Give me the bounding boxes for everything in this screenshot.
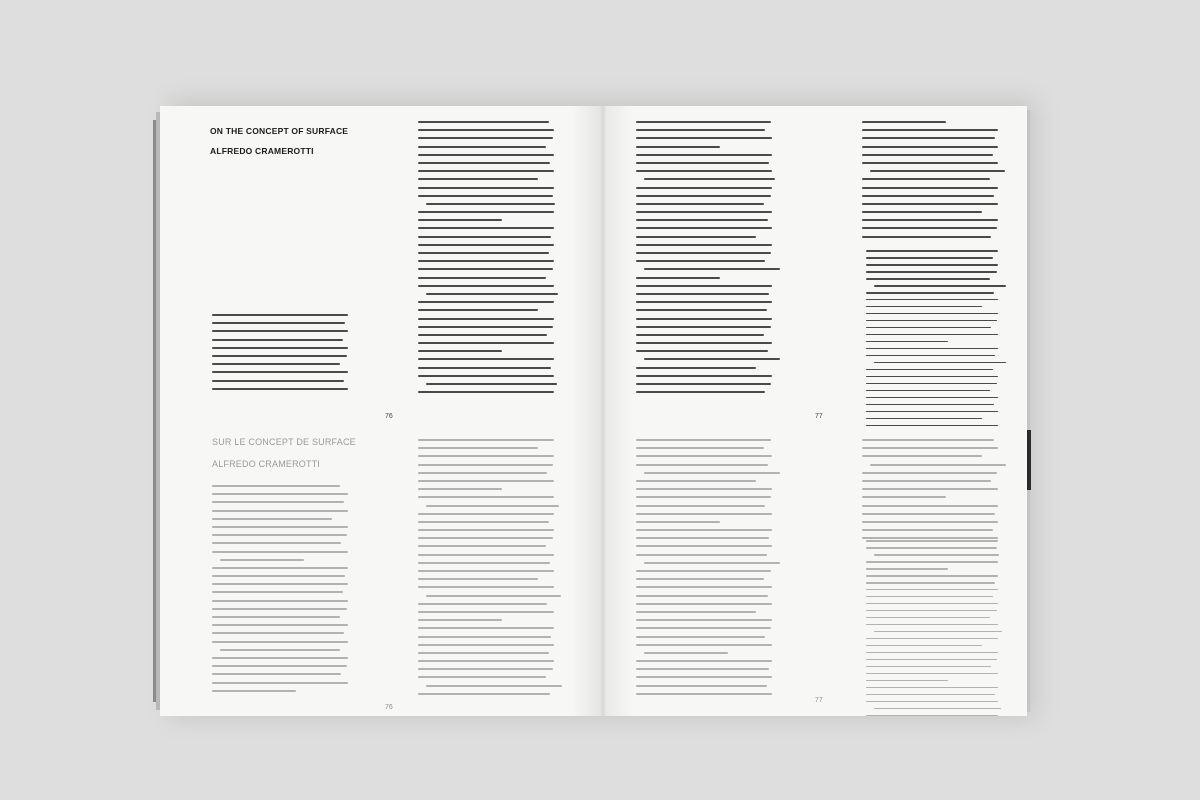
text-line [866, 589, 998, 591]
text-line [418, 652, 549, 654]
text-line [418, 326, 553, 328]
text-line [212, 583, 348, 585]
text-line [418, 480, 554, 482]
text-line [862, 195, 994, 197]
text-line [644, 358, 780, 360]
text-line [212, 542, 341, 544]
text-line [212, 551, 348, 553]
text-line [418, 301, 554, 303]
text-line [866, 673, 998, 675]
text-line [418, 537, 553, 539]
text-line [418, 252, 549, 254]
text-line [636, 309, 767, 311]
text-line [636, 554, 767, 556]
text-line [220, 559, 304, 561]
text-line [636, 496, 771, 498]
text-line [866, 341, 948, 343]
text-line [418, 455, 554, 457]
page-number-en-right: 77 [815, 413, 823, 420]
text-line [866, 547, 997, 549]
text-line [866, 540, 998, 542]
text-line [212, 330, 348, 332]
text-line [866, 306, 982, 308]
text-line [636, 277, 720, 279]
text-line [636, 211, 772, 213]
text-line [636, 537, 769, 539]
text-line [636, 334, 764, 336]
text-line [212, 322, 345, 324]
text-line [862, 496, 946, 498]
text-line [636, 367, 756, 369]
text-line [636, 260, 765, 262]
text-line [866, 383, 997, 385]
text-line [866, 624, 998, 626]
text-line [220, 649, 340, 651]
text-line [644, 652, 728, 654]
text-line [862, 455, 982, 457]
text-line [426, 595, 561, 597]
text-line [212, 493, 348, 495]
text-line [862, 146, 998, 148]
footnotes-fr [866, 540, 998, 722]
text-line [418, 447, 538, 449]
text-line [862, 227, 997, 229]
text-line [636, 195, 771, 197]
text-line [418, 146, 546, 148]
text-line [418, 170, 554, 172]
page-stack-edge [1027, 110, 1030, 712]
text-line [212, 314, 348, 316]
text-line [866, 715, 998, 717]
text-line [862, 513, 995, 515]
text-line [874, 362, 1006, 364]
text-line [418, 219, 502, 221]
text-line [866, 666, 991, 668]
text-line [636, 301, 772, 303]
text-line [418, 464, 553, 466]
text-line [636, 375, 772, 377]
text-line [212, 624, 348, 626]
text-line [212, 673, 341, 675]
text-line [636, 252, 771, 254]
text-line [866, 694, 995, 696]
text-line [212, 363, 340, 365]
text-line [866, 638, 998, 640]
text-line [636, 244, 772, 246]
text-line [212, 657, 348, 659]
text-line [418, 562, 550, 564]
text-line [644, 268, 780, 270]
text-line [636, 505, 765, 507]
text-line [866, 271, 997, 273]
text-line [418, 488, 502, 490]
text-line [862, 154, 993, 156]
text-line [636, 464, 768, 466]
page-number-fr: 76 [385, 704, 393, 711]
text-line [418, 129, 554, 131]
body-column-en-2 [418, 121, 554, 399]
text-line [862, 121, 946, 123]
text-line [212, 682, 348, 684]
text-line [212, 632, 344, 634]
text-line [636, 121, 771, 123]
text-line [418, 277, 546, 279]
text-line [866, 652, 998, 654]
text-line [212, 510, 348, 512]
text-line [418, 154, 554, 156]
text-line [636, 578, 764, 580]
text-line [636, 685, 767, 687]
text-line [212, 355, 347, 357]
text-line [866, 596, 993, 598]
text-line [418, 636, 551, 638]
text-line [418, 521, 549, 523]
text-line [866, 320, 997, 322]
text-line [866, 645, 982, 647]
text-line [866, 257, 993, 259]
text-line [212, 371, 348, 373]
text-line [418, 586, 554, 588]
text-line [212, 608, 347, 610]
text-line [418, 227, 554, 229]
body-column-fr-1 [212, 485, 348, 698]
text-line [418, 391, 554, 393]
text-line [636, 693, 772, 695]
text-line [636, 521, 720, 523]
text-line [418, 244, 554, 246]
text-line [212, 380, 344, 382]
text-line [212, 347, 348, 349]
text-line [636, 447, 764, 449]
text-line [418, 375, 554, 377]
text-line [636, 644, 772, 646]
text-line [866, 355, 995, 357]
text-line [866, 561, 998, 563]
text-line [866, 250, 998, 252]
text-line [212, 575, 345, 577]
text-line [874, 285, 1006, 287]
text-line [866, 610, 997, 612]
text-line [636, 676, 772, 678]
text-line [636, 570, 771, 572]
text-line [418, 513, 554, 515]
text-line [862, 219, 998, 221]
text-line [418, 358, 554, 360]
text-line [636, 146, 720, 148]
text-line [636, 162, 769, 164]
text-line [636, 137, 772, 139]
body-column-fr-2 [418, 439, 554, 701]
text-line [636, 660, 772, 662]
text-line [426, 293, 558, 295]
footnotes-en [866, 250, 998, 432]
text-line [418, 260, 554, 262]
text-line [418, 285, 554, 287]
text-line [636, 619, 772, 621]
text-line [212, 501, 344, 503]
text-line [862, 480, 991, 482]
text-line [212, 600, 348, 602]
text-line [636, 480, 756, 482]
text-line [418, 472, 547, 474]
text-line [212, 526, 348, 528]
text-line [418, 367, 551, 369]
text-line [866, 582, 995, 584]
text-line [866, 575, 998, 577]
text-line [418, 121, 549, 123]
text-line [212, 616, 340, 618]
text-line [862, 203, 998, 205]
text-line [874, 708, 1001, 710]
text-line [636, 636, 765, 638]
text-line [862, 439, 994, 441]
text-line [418, 496, 554, 498]
text-line [862, 521, 998, 523]
text-line [866, 687, 998, 689]
section-tab [1027, 430, 1031, 490]
text-line [644, 562, 780, 564]
text-line [418, 178, 538, 180]
text-line [418, 627, 554, 629]
text-line [636, 170, 772, 172]
text-line [636, 595, 768, 597]
text-line [866, 348, 998, 350]
text-line [212, 665, 347, 667]
body-column-en-3 [636, 121, 772, 399]
text-line [418, 554, 554, 556]
text-line [418, 545, 546, 547]
text-line [870, 464, 1006, 466]
text-line [866, 334, 998, 336]
text-line [636, 285, 772, 287]
text-line [866, 397, 998, 399]
text-line [636, 227, 772, 229]
text-line [636, 350, 768, 352]
text-line [866, 418, 982, 420]
author-name-fr: ALFREDO CRAMEROTTI [212, 459, 321, 469]
text-line [866, 390, 990, 392]
text-line [874, 554, 999, 556]
text-line [636, 318, 772, 320]
text-line [636, 342, 772, 344]
text-line [418, 660, 554, 662]
text-line [636, 391, 765, 393]
text-line [636, 219, 768, 221]
text-line [418, 644, 554, 646]
text-line [636, 154, 772, 156]
text-line [212, 518, 332, 520]
author-name-en: ALFREDO CRAMEROTTI [210, 146, 314, 156]
text-line [862, 137, 995, 139]
text-line [426, 505, 559, 507]
text-line [418, 611, 554, 613]
text-line [212, 534, 347, 536]
text-line [418, 137, 553, 139]
text-line [866, 411, 998, 413]
text-line [418, 318, 554, 320]
text-line [866, 299, 998, 301]
text-line [636, 236, 756, 238]
text-line [418, 676, 546, 678]
text-line [866, 617, 990, 619]
text-line [418, 619, 502, 621]
text-line [862, 529, 993, 531]
text-line [636, 603, 772, 605]
text-line [862, 236, 991, 238]
text-line [862, 211, 982, 213]
text-line [866, 568, 948, 570]
text-line [636, 586, 772, 588]
text-line [418, 195, 553, 197]
text-line [212, 591, 343, 593]
text-line [418, 268, 553, 270]
text-line [866, 327, 991, 329]
text-line [862, 187, 998, 189]
text-line [418, 309, 538, 311]
text-line [866, 701, 998, 703]
text-line [866, 603, 998, 605]
text-line [862, 488, 998, 490]
body-column-en-4 [862, 121, 998, 244]
text-line [212, 388, 348, 390]
text-line [418, 439, 554, 441]
text-line [636, 326, 771, 328]
text-line [212, 567, 348, 569]
text-line [866, 292, 994, 294]
text-line [866, 376, 998, 378]
text-line [644, 472, 780, 474]
text-line [418, 211, 554, 213]
text-line [636, 668, 769, 670]
text-line [866, 278, 990, 280]
text-line [636, 293, 769, 295]
text-line [426, 685, 562, 687]
text-line [636, 383, 771, 385]
text-line [636, 129, 765, 131]
text-line [636, 611, 756, 613]
text-line [866, 264, 998, 266]
article-title-fr: SUR LE CONCEPT DE SURFACE [212, 437, 356, 447]
text-line [862, 178, 990, 180]
body-column-fr-3 [636, 439, 772, 701]
text-line [636, 439, 771, 441]
body-column-fr-4 [862, 439, 998, 545]
text-line [862, 505, 998, 507]
text-line [418, 693, 550, 695]
text-line [862, 537, 998, 539]
article-title-en: ON THE CONCEPT OF SURFACE [210, 126, 349, 136]
text-line [636, 203, 764, 205]
text-line [418, 342, 554, 344]
text-line [418, 668, 553, 670]
text-line [212, 339, 343, 341]
text-line [212, 485, 340, 487]
page-number-fr-right: 77 [815, 697, 823, 704]
text-line [418, 529, 554, 531]
text-line [862, 472, 997, 474]
text-line [418, 578, 538, 580]
text-line [866, 659, 997, 661]
text-line [866, 404, 994, 406]
text-line [644, 178, 775, 180]
text-line [636, 488, 772, 490]
text-line [866, 680, 948, 682]
text-line [418, 350, 502, 352]
text-line [418, 162, 550, 164]
text-line [426, 383, 557, 385]
text-line [636, 545, 772, 547]
text-line [426, 203, 555, 205]
text-line [862, 162, 998, 164]
text-line [418, 570, 554, 572]
text-line [418, 236, 551, 238]
text-line [418, 334, 547, 336]
text-line [636, 627, 771, 629]
text-line [862, 129, 998, 131]
text-line [418, 603, 547, 605]
text-line [866, 425, 998, 427]
text-line [866, 313, 998, 315]
text-line [870, 170, 1005, 172]
text-line [212, 690, 296, 692]
text-line [874, 631, 1002, 633]
text-line [636, 187, 772, 189]
text-line [636, 455, 772, 457]
text-line [418, 187, 554, 189]
text-line [212, 641, 348, 643]
text-line [636, 513, 772, 515]
text-line [866, 369, 993, 371]
text-line [636, 529, 772, 531]
body-column-en-1 [212, 314, 348, 396]
text-line [862, 447, 998, 449]
page-number-en: 76 [385, 413, 393, 420]
